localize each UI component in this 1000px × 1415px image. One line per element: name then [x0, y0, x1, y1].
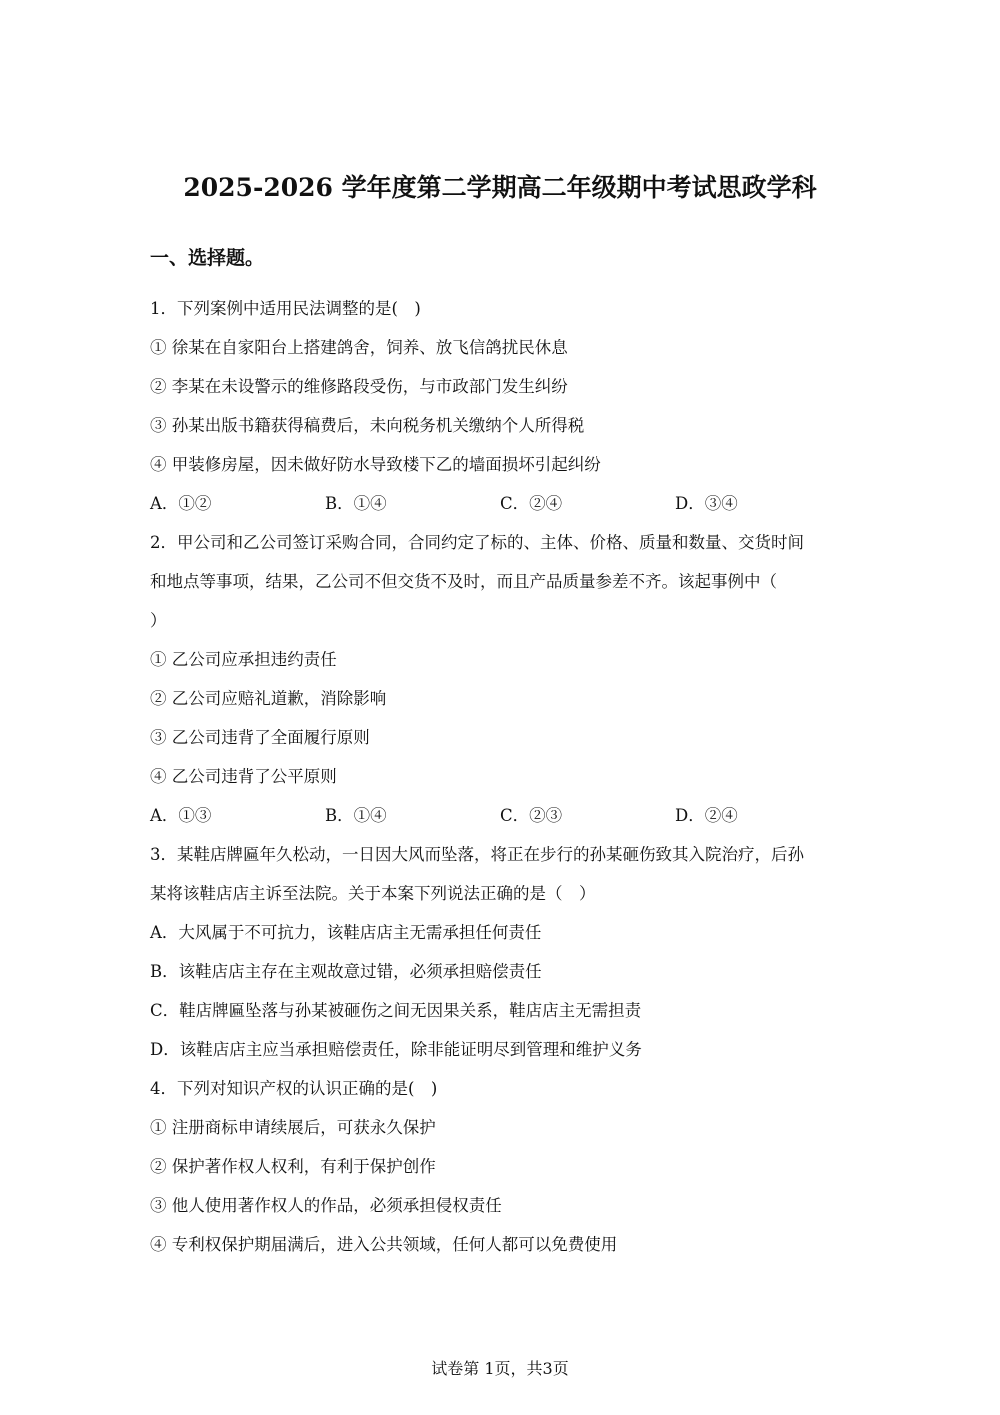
option-b[interactable]: B．①④ [325, 806, 387, 825]
question-1-item: ① 徐某在自家阳台上搭建鸽舍，饲养、放飞信鸽扰民休息 [150, 338, 568, 357]
option-a[interactable]: A．①③ [150, 806, 212, 825]
question-2-item: ② 乙公司应赔礼道歉，消除影响 [150, 689, 387, 708]
option-c[interactable]: C．②③ [500, 806, 563, 825]
question-2-stem-line: 2．甲公司和乙公司签订采购合同，合同约定了标的、主体、价格、质量和数量、交货时间 [150, 533, 804, 552]
question-2-item: ④ 乙公司违背了公平原则 [150, 767, 337, 786]
option-b[interactable]: B．该鞋店店主存在主观故意过错，必须承担赔偿责任 [150, 962, 542, 981]
question-1-item: ③ 孙某出版书籍获得稿费后，未向税务机关缴纳个人所得税 [150, 416, 585, 435]
question-1-item: ④ 甲装修房屋，因未做好防水导致楼下乙的墙面损坏引起纠纷 [150, 455, 601, 474]
page-footer: 试卷第 1页，共3页 [431, 1359, 569, 1378]
option-d[interactable]: D．②④ [675, 806, 738, 825]
question-2-item: ① 乙公司应承担违约责任 [150, 650, 337, 669]
option-c[interactable]: C．②④ [500, 494, 563, 513]
question-1-stem: 1．下列案例中适用民法调整的是( ) [150, 299, 421, 318]
question-2-stem-line: ） [150, 611, 167, 630]
option-d[interactable]: D．③④ [675, 494, 738, 513]
option-d[interactable]: D．该鞋店店主应当承担赔偿责任，除非能证明尽到管理和维护义务 [150, 1040, 642, 1059]
option-c[interactable]: C．鞋店牌匾坠落与孙某被砸伤之间无因果关系，鞋店店主无需担责 [150, 1001, 642, 1020]
section-heading: 一、选择题。 [150, 247, 265, 269]
exam-title: 2025-2026 学年度第二学期高二年级期中考试思政学科 [183, 173, 817, 202]
question-2-stem-line: 和地点等事项，结果，乙公司不但交货不及时，而且产品质量参差不齐。该起事例中（ [150, 572, 777, 591]
question-4-item: ① 注册商标申请续展后，可获永久保护 [150, 1118, 436, 1137]
question-4-item: ④ 专利权保护期届满后，进入公共领域，任何人都可以免费使用 [150, 1235, 618, 1254]
option-a[interactable]: A．①② [150, 494, 212, 513]
question-4-item: ② 保护著作权人权利，有利于保护创作 [150, 1157, 436, 1176]
question-4-stem: 4．下列对知识产权的认识正确的是( ) [150, 1079, 438, 1098]
question-1-item: ② 李某在未设警示的维修路段受伤，与市政部门发生纠纷 [150, 377, 568, 396]
question-3-stem-line: 3．某鞋店牌匾年久松动，一日因大风而坠落，将正在步行的孙某砸伤致其入院治疗，后孙 [150, 845, 804, 864]
option-b[interactable]: B．①④ [325, 494, 387, 513]
question-2-item: ③ 乙公司违背了全面履行原则 [150, 728, 370, 747]
question-3-stem-line: 某将该鞋店店主诉至法院。关于本案下列说法正确的是（ ） [150, 884, 596, 903]
option-a[interactable]: A．大风属于不可抗力，该鞋店店主无需承担任何责任 [150, 923, 542, 942]
question-4-item: ③ 他人使用著作权人的作品，必须承担侵权责任 [150, 1196, 502, 1215]
